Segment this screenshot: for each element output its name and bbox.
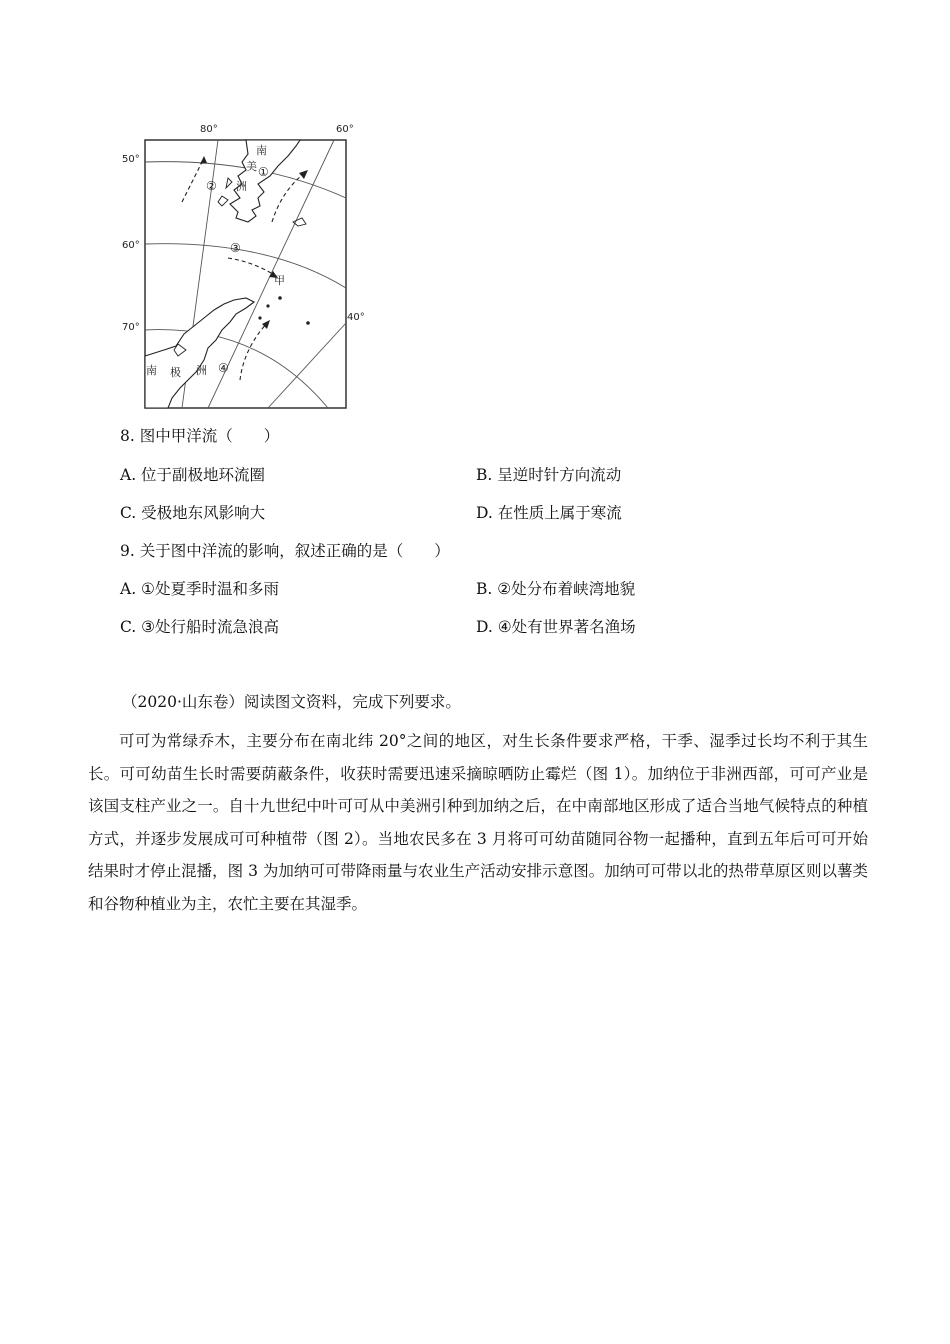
sa-char-3: 洲: [236, 180, 247, 193]
question-9-option-b[interactable]: B. ②处分布着峡湾地貌: [476, 580, 636, 598]
ocean-current-map: [118, 118, 378, 414]
question-9-option-a[interactable]: A. ①处夏季时温和多雨: [120, 580, 279, 598]
question-9-stem: 9. 关于图中洋流的影响，叙述正确的是（ ）: [120, 542, 450, 560]
an-char-3: 洲: [196, 364, 207, 377]
island-dot-3: [278, 296, 282, 300]
lat-label-50: 50°: [122, 154, 140, 165]
map-svg: [118, 118, 378, 414]
sa-char-1: 南: [256, 144, 267, 157]
lon-label-80: 80°: [200, 124, 218, 135]
marker-2: ②: [206, 179, 217, 193]
marker-4: ④: [218, 361, 229, 375]
marker-1: ①: [258, 165, 269, 179]
question-8-option-a[interactable]: A. 位于副极地环流圈: [120, 466, 266, 484]
question-8-option-b[interactable]: B. 呈逆时针方向流动: [476, 466, 622, 484]
island-dot-2: [266, 304, 269, 307]
current-label-jia: 甲: [274, 274, 285, 287]
reading-paragraph: 可可为常绿乔木，主要分布在南北纬 20°之间的地区，对生长条件要求严格，干季、湿季过长均不利于其生长。可可幼苗生长时需要荫蔽条件，收获时需要迅速采摘晾晒防止霉烂（图 1）。加纳位于非洲西部，可可产业是该国支柱产业之一。自十九世纪中叶可可从中美洲引种到加纳之后，在中南部地区形成了适合当地气候特点的种植方式，并逐步发展成可可种植带（图 2）。当地农民多在 3 月将可可幼苗随同谷物一起播种，直到五年后可可开始结果时才停止混播，图 3 为加纳可可带降雨量与农业生产活动安排示意图。加纳可可带以北的热带草原区则以薯类和谷物种植业为主，农忙主要在其湿季。: [88, 732, 868, 913]
island-dot-4: [306, 321, 310, 325]
question-8-stem: 8. 图中甲洋流（ ）: [120, 427, 280, 445]
lat-label-70: 70°: [122, 322, 140, 333]
island-dot-1: [258, 316, 261, 319]
an-char-2: 极: [170, 366, 181, 379]
an-char-1: 南: [146, 364, 157, 377]
reading-source: （2020·山东卷）阅读图文资料，完成下列要求。: [122, 693, 461, 711]
marker-3: ③: [230, 241, 241, 255]
lat-label-60: 60°: [122, 240, 140, 251]
question-9-option-c[interactable]: C. ③处行船时流急浪高: [120, 618, 280, 636]
lon-label-40: 40°: [347, 312, 365, 323]
question-9-option-d[interactable]: D. ④处有世界著名渔场: [476, 618, 636, 636]
lon-label-60: 60°: [336, 124, 354, 135]
question-8-option-c[interactable]: C. 受极地东风影响大: [120, 504, 266, 522]
sa-char-2: 美: [246, 160, 257, 173]
question-8-option-d[interactable]: D. 在性质上属于寒流: [476, 504, 622, 522]
